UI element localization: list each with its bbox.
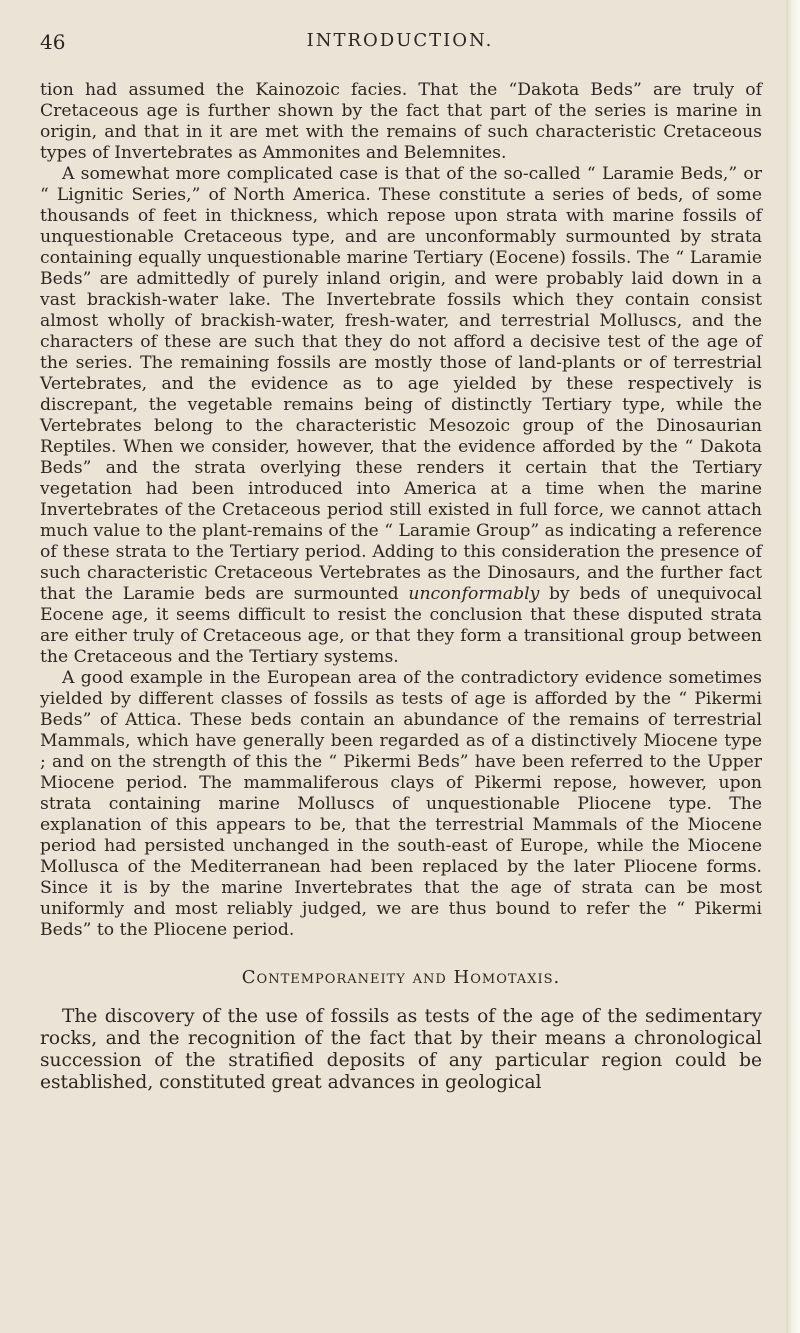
section-paragraph xyxy=(40,1006,762,1094)
page-edge xyxy=(786,0,800,1333)
page-number: 46 xyxy=(40,30,66,54)
paragraph-2-text-end: by beds of unequivocal Eocene age, it seems difficult to resist the conclusion that these disputed strata are either truly of Cretaceous age, or that they form a transitional group between the Cretaceous and the Tertiary systems. xyxy=(40,584,762,667)
paragraph-1 xyxy=(40,80,762,164)
paragraph-2 xyxy=(40,164,762,668)
page-header xyxy=(40,30,760,60)
paragraph-3 xyxy=(40,668,762,941)
paragraph-2-text: A somewhat more complicated case is that of the so-called “ Laramie Beds,” or “ Lignitic Series,” of North America. These constitute a series of beds, of some thousands of feet in thickness, which repose upon strata with marine fossils of unquestionable Cretaceous type, and are unconformably surmounted by strata containing equally unquestionable marine Tertiary (Eocene) fossils. The “ Laramie Beds” are admittedly of purely inland origin, and were probably laid down in a vast brackish-water lake. The Invertebrate fossils which they contain consist almost wholly of brackish-water, fresh-water, and terrestrial Molluscs, and the characters of these are such that they do not afford a decisive test of the age of the series. The remaining fossils are mostly those of land-plants or of terrestrial Vertebrates, and the evidence as to age yielded by these respectively is discrepant, the vegetable remains being of distinctly Tertiary type, while the Vertebrates belong to the characteristic Mesozoic group of the Dinosaurian Reptiles. When we consider, however, that the evidence afforded by the “ Dakota Beds” and the strata overlying these renders it certain that the Tertiary vegetation had been introduced into America at a time when the marine Invertebrates of the Cretaceous period still existed in full force, we cannot attach much value to the plant-remains of the “ Laramie Group” as indicating a reference of these strata to the Tertiary period. Adding to this consideration the presence of such characteristic Cretaceous Vertebrates as the Dinosaurs, and the further fact that the Laramie beds are surmounted xyxy=(40,164,762,604)
body-text xyxy=(40,80,762,1094)
paragraph-2-emphasis: unconformably xyxy=(408,584,540,604)
running-head: INTRODUCTION. xyxy=(306,30,494,51)
section-paragraph-text: The discovery of the use of fossils as tests of the age of the sedimentary rocks, and the recognition of the fact that by their means a chronological succession of the stratified deposits of any particular region could be established, constituted great advances in geological xyxy=(40,1006,762,1093)
section-heading: Contemporaneity and Homotaxis. xyxy=(241,967,561,988)
paragraph-3-text: A good example in the European area of the contradictory evidence sometimes yielded by different classes of fossils as tests of age is afforded by the “ Pikermi Beds” of Attica. These beds contain an abundance of the remains of terrestrial Mammals, which have generally been regarded as of a distinctively Miocene type ; and on the strength of this the “ Pikermi Beds” have been referred to the Upper Miocene period. The mammaliferous clays of Pikermi repose, however, upon strata containing marine Molluscs of unquestionable Pliocene type. The explanation of this appears to be, that the terrestrial Mammals of the Miocene period had persisted unchanged in the south-east of Europe, while the Miocene Mollusca of the Mediterranean had been replaced by the later Pliocene forms. Since it is by the marine Invertebrates that the age of strata can be most uniformly and most reliably judged, we are thus bound to refer the “ Pikermi Beds” to the Pliocene period. xyxy=(40,668,762,940)
paragraph-1-text: tion had assumed the Kainozoic facies. That the “Dakota Beds” are truly of Cretaceous age is further shown by the fact that part of the series is marine in origin, and that in it are met with the remains of such characteristic Cretaceous types of Invertebrates as Ammonites and Belemnites. xyxy=(40,80,762,163)
